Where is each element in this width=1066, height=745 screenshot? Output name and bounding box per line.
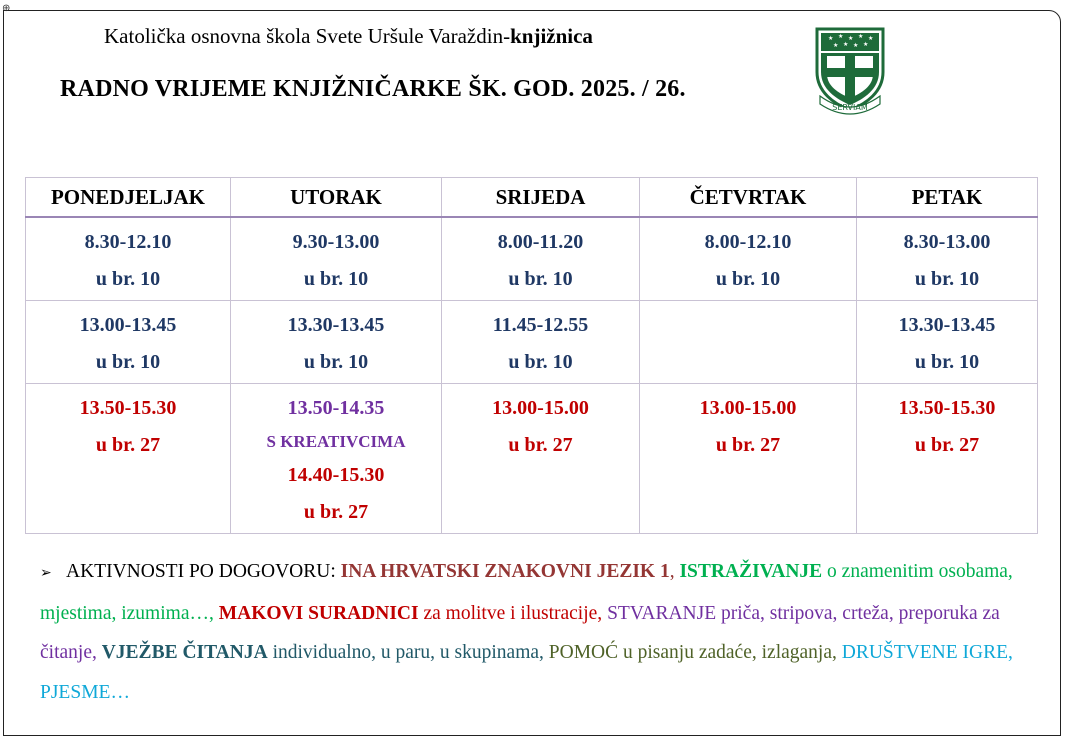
schedule-cell: 8.30-13.00 u br. 10 bbox=[857, 217, 1038, 301]
activity-games: DRUŠTVENE IGRE, PJESME… bbox=[40, 642, 1013, 703]
day-header-wednesday: SRIJEDA bbox=[442, 178, 640, 218]
schedule-cell: 13.50-15.30 u br. 27 bbox=[26, 384, 231, 534]
table-row bbox=[26, 384, 1038, 534]
schedule-cell: 13.50-14.35 S KREATIVCIMA 14.40-15.30 u br. 27 bbox=[231, 384, 442, 534]
schedule-table bbox=[25, 177, 1038, 534]
schedule-cell: 13.30-13.45 u br. 10 bbox=[231, 301, 442, 384]
school-crest-logo bbox=[814, 26, 886, 116]
schedule-cell: 13.00-15.00 u br. 27 bbox=[442, 384, 640, 534]
activity-makovi: MAKOVI SURADNICI bbox=[218, 602, 419, 624]
svg-text:★: ★ bbox=[833, 42, 839, 49]
activities-paragraph: ➢ AKTIVNOSTI PO DOGOVORU: INA HRVATSKI ZNAKOVNI JEZIK 1, ISTRAŽIVANJE o znamenitim osobama, mjestima, izumima…, MAKOVI SURADNICI za molitve i ilustracije, STVARANJE priča, stripova, crteža, preporuka za čitanje, VJEŽBE ČITANJA individualno, u paru, u skupinama, POMOĆ u pisanju zadaće, izlaganja, DRUŠTVENE IGRE, PJESME… bbox=[40, 552, 1025, 712]
activity-help: POMOĆ bbox=[548, 642, 619, 663]
svg-text:★: ★ bbox=[848, 35, 854, 42]
svg-text:★: ★ bbox=[858, 33, 864, 40]
svg-text:★: ★ bbox=[868, 35, 874, 42]
activities-lead: AKTIVNOSTI PO DOGOVORU bbox=[66, 561, 331, 582]
anchor-icon: ⊕ bbox=[2, 3, 11, 14]
schedule-cell: 11.45-12.55 u br. 10 bbox=[442, 301, 640, 384]
activity-creating: STVARANJE bbox=[607, 602, 717, 624]
schedule-cell: 13.00-13.45 u br. 10 bbox=[26, 301, 231, 384]
svg-text:★: ★ bbox=[843, 41, 849, 48]
schedule-cell-empty bbox=[640, 301, 857, 384]
svg-text:★: ★ bbox=[838, 33, 844, 40]
day-header-friday: PETAK bbox=[857, 178, 1038, 218]
svg-text:★: ★ bbox=[853, 42, 859, 49]
table-row bbox=[26, 217, 1038, 301]
schedule-cell: 13.50-15.30 u br. 27 bbox=[857, 384, 1038, 534]
schedule-cell: 8.00-12.10 u br. 10 bbox=[640, 217, 857, 301]
day-header-thursday: ČETVRTAK bbox=[640, 178, 857, 218]
kreativci-note: S KREATIVCIMA bbox=[266, 432, 406, 451]
arrow-bullet-icon: ➢ bbox=[40, 565, 52, 581]
page-title: RADNO VRIJEME KNJIŽNIČARKE ŠK. GOD. 2025. / 26. bbox=[60, 76, 686, 102]
crest-motto: SERVIAM bbox=[832, 103, 868, 112]
schedule-cell: 9.30-13.00 u br. 10 bbox=[231, 217, 442, 301]
schedule-cell: 8.30-12.10 u br. 10 bbox=[26, 217, 231, 301]
schedule-cell: 13.30-13.45 u br. 10 bbox=[857, 301, 1038, 384]
day-header-tuesday: UTORAK bbox=[231, 178, 442, 218]
svg-text:★: ★ bbox=[863, 41, 869, 48]
table-header-row bbox=[26, 178, 1038, 218]
activity-reading: VJEŽBE ČITANJA bbox=[101, 642, 268, 663]
activity-sign-language: INA HRVATSKI ZNAKOVNI JEZIK 1 bbox=[340, 561, 670, 582]
schedule-cell: 8.00-11.20 u br. 10 bbox=[442, 217, 640, 301]
school-name-bold: knjižnica bbox=[510, 24, 593, 48]
school-name: Katolička osnovna škola Svete Uršule Varaždin-knjižnica bbox=[104, 24, 593, 48]
schedule-cell: 13.00-15.00 u br. 27 bbox=[640, 384, 857, 534]
svg-text:★: ★ bbox=[828, 35, 834, 42]
activity-research: ISTRAŽIVANJE bbox=[679, 561, 823, 582]
day-header-monday: PONEDJELJAK bbox=[26, 178, 231, 218]
table-row bbox=[26, 301, 1038, 384]
